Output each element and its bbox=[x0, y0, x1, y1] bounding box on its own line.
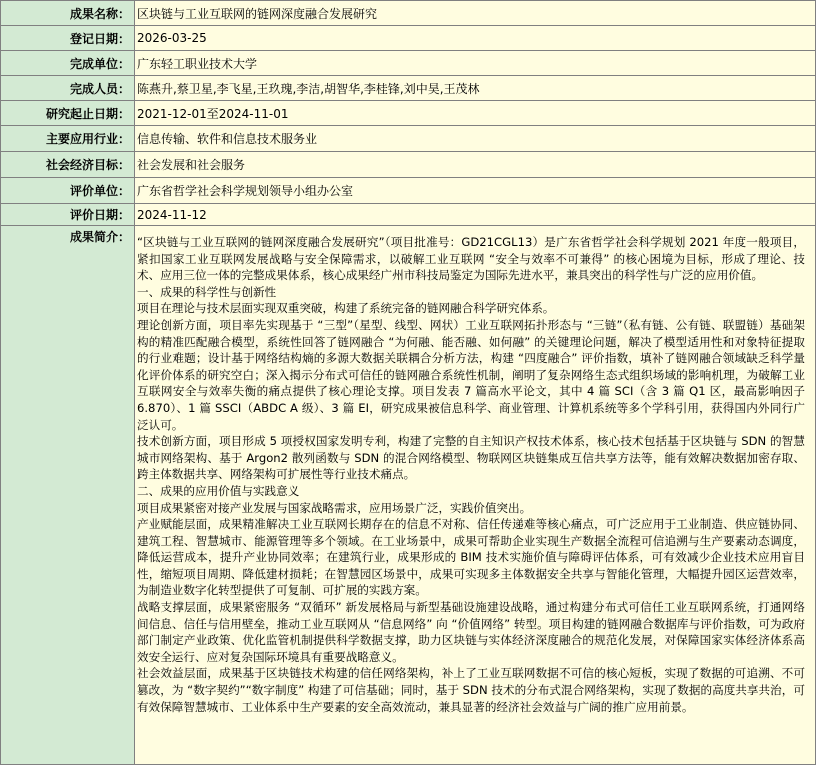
completing-unit-label: 完成单位： bbox=[1, 51, 135, 76]
row-registration-date bbox=[1, 26, 816, 51]
socioeconomic-goal-label: 社会经济目标： bbox=[1, 152, 135, 178]
row-research-period bbox=[1, 101, 816, 126]
summary-paragraph-2: 项目在理论与技术层面实现双重突破，构建了系统完备的链网融合科学研究体系。 bbox=[137, 301, 555, 316]
evaluation-date-value[interactable]: 2024-11-12 bbox=[135, 204, 816, 226]
research-period-value[interactable]: 2021-12-01至2024-11-01 bbox=[135, 101, 816, 126]
completing-unit-value[interactable]: 广东轻工职业技术大学 bbox=[135, 51, 816, 76]
row-result-summary bbox=[1, 226, 816, 765]
summary-paragraph-7: 战略支撑层面，成果紧密服务 “双循环” 新发展格局与新型基础设施建设战略，通过构建分布式可信任工业互联网系统，打通网络间信息、信任与信用壁垒，推动工业互联网从 “信息网络” 向 “价值网络” 转型。项目构建的链网融合数据库与评价指数，可为政府部门制定产业政策、优化监管机制提供科学数据支撑，助力区块链与实体经济深度融合的规范化发展，对保障国家实体经济体系高效安全运行、应对复杂国际环境具有重要战略意义。 bbox=[137, 600, 805, 664]
research-period-label: 研究起止日期： bbox=[1, 101, 135, 126]
result-summary-label: 成果简介： bbox=[1, 226, 135, 765]
result-name-label: 成果名称： bbox=[1, 1, 135, 26]
summary-paragraph-5: 项目成果紧密对接产业发展与国家战略需求，应用场景广泛，实践价值突出。 bbox=[137, 500, 532, 515]
result-name-value[interactable]: 区块链与工业互联网的链网深度融合发展研究 bbox=[135, 1, 816, 26]
summary-paragraph-8: 社会效益层面，成果基于区块链技术构建的信任网络架构，补上了工业互联网数据不可信的核心短板，实现了数据的可追溯、不可篡改，为 “数字契约”“数字制度” 构建了可信基础；同时，基于 SDN 技术的分布式混合网络架构，实现了数据的高度共享共治，可有效保障智慧城市、工业体系中生产要素的安全高效流动，兼具显著的经济社会效益与广阔的推广应用前景。 bbox=[137, 666, 805, 714]
registration-date-value[interactable]: 2026-03-25 bbox=[135, 26, 816, 51]
result-summary-value[interactable] bbox=[135, 226, 816, 765]
row-result-name bbox=[1, 1, 816, 26]
evaluation-unit-label: 评价单位： bbox=[1, 178, 135, 204]
row-evaluation-date bbox=[1, 204, 816, 226]
summary-paragraph-3: 理论创新方面，项目率先实现基于 “三型”（星型、线型、网状）工业互联网拓扑形态与 “三链”（私有链、公有链、联盟链）基础架构的精准匹配融合模型，系统性回答了链网融合 “为何融、能否融、如何融” 的关键理论问题，解决了模型适用性和对象特征提取的行业难题；设计基于网络结构熵的多源大数据关联耦合分析方法，构建 “四度融合” 评价指数，填补了链网融合领域缺乏科学量化评价体系的研究空白；深入揭示分布式可信任的链网融合系统性机制，阐明了复杂网络生态式组织场域的影响机理，为破解工业互联网安全与效率失衡的痛点提供了核心理论支撑。项目发表 7 篇高水平论文，其中 4 篇 SCI（含 3 篇 Q1 区，最高影响因子 6.870）、1 篇 SSCI（ABDC A 级）、3 篇 EI，研究成果被信息科学、商业管理、计算机系统等多个学科引用，获得国内外同行广泛认可。 bbox=[137, 317, 805, 432]
row-completing-people bbox=[1, 76, 816, 101]
row-socioeconomic-goal bbox=[1, 152, 816, 178]
evaluation-unit-value[interactable]: 广东省哲学社会科学规划领导小组办公室 bbox=[135, 178, 816, 204]
socioeconomic-goal-value[interactable]: 社会发展和社会服务 bbox=[135, 152, 816, 178]
completing-people-label: 完成人员： bbox=[1, 76, 135, 101]
row-evaluation-unit bbox=[1, 178, 816, 204]
summary-paragraph-6: 产业赋能层面，成果精准解决工业互联网长期存在的信息不对称、信任传递难等核心痛点，可广泛应用于工业制造、供应链协同、建筑工程、智慧城市、能源管理等多个领域。在工业场景中，成果可帮助企业实现生产数据全流程可信追溯与生产要素动态调度，降低运营成本，提升产业协同效率；在建筑行业，成果形成的 BIM 技术实施价值与障碍评估体系，可有效减少企业技术应用盲目性，缩短项目周期、降低建材损耗；在智慧园区场景中，成果可实现多主体数据安全共享与智能化管理，大幅提升园区运营效率，为制造业数字化转型提供了可复制、可扩展的实践方案。 bbox=[137, 517, 805, 598]
row-completing-unit bbox=[1, 51, 816, 76]
summary-paragraph-1: “区块链与工业互联网的链网深度融合发展研究”（项目批准号：GD21CGL13）是广东省哲学社会科学规划 2021 年度一般项目，紧扣国家工业互联网发展战略与安全保障需求，以破解工业互联网 “安全与效率不可兼得” 的核心困境为目标，形成了理论、技术、应用三位一体的完整成果体系，核心成果经广州市科技局鉴定为国际先进水平，兼具突出的科学性与广泛的应用价值。 bbox=[137, 235, 805, 283]
main-industry-value[interactable]: 信息传输、软件和信息技术服务业 bbox=[135, 126, 816, 152]
evaluation-date-label: 评价日期： bbox=[1, 204, 135, 226]
summary-heading-1: 一、成果的科学性与创新性 bbox=[137, 284, 277, 299]
completing-people-value[interactable]: 陈燕升,蔡卫星,李飞星,王玖瑰,李洁,胡智华,李桂锋,刘中昊,王茂林 bbox=[135, 76, 816, 101]
summary-paragraph-4: 技术创新方面，项目形成 5 项授权国家发明专利，构建了完整的自主知识产权技术体系，核心技术包括基于区块链与 SDN 的智慧城市网络架构、基于 Argon2 散列函数与 SDN 的混合网络模型、物联网区块链集成互信共享方法等，能有效解决数据加密存取、跨主体数据共享、网络架构可扩展性等行业技术痛点。 bbox=[137, 434, 805, 482]
registration-date-label: 登记日期： bbox=[1, 26, 135, 51]
row-main-industry bbox=[1, 126, 816, 152]
main-industry-label: 主要应用行业： bbox=[1, 126, 135, 152]
summary-heading-2: 二、成果的应用价值与实践意义 bbox=[137, 483, 300, 498]
